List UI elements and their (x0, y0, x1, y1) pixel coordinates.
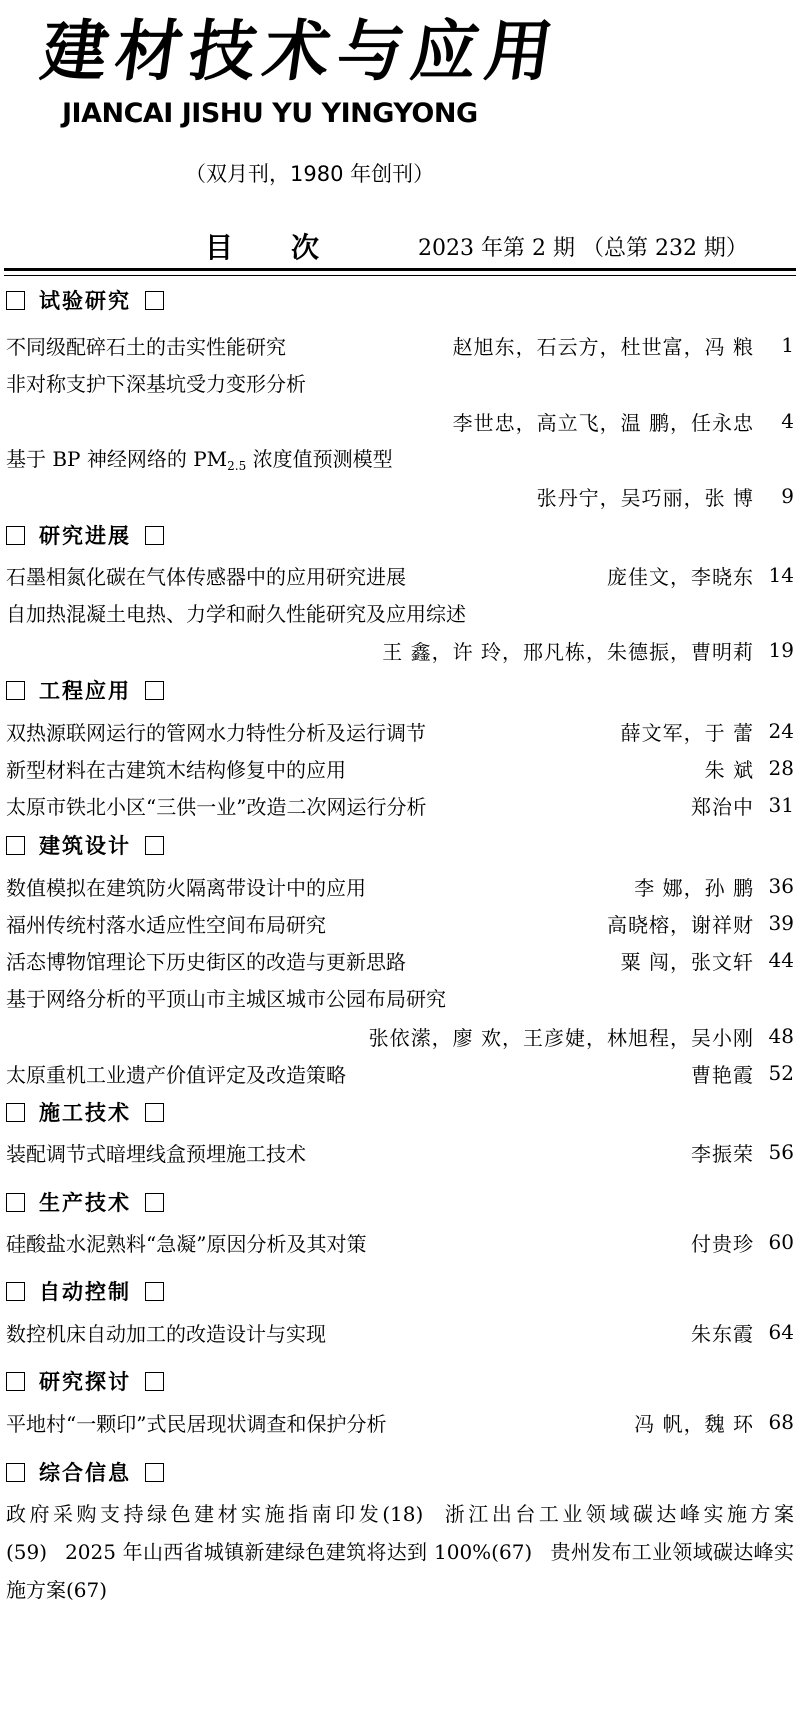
article-page: 48 (768, 1024, 794, 1048)
article-title: 石墨相氮化碳在气体传感器中的应用研究进展 (6, 564, 406, 589)
section-label: 试验研究 (39, 289, 131, 313)
section-box-icon (145, 681, 164, 700)
leader-dots (474, 594, 786, 630)
journal-title-en: JIANCAI JISHU YU YINGYONG (62, 98, 478, 129)
article-authors: 李世忠，高立飞，温 鹏，任永忠 (452, 410, 754, 435)
toc-entry[interactable] (6, 594, 794, 630)
section-box-icon (6, 1282, 25, 1301)
section-box-icon (145, 1193, 164, 1212)
section-label: 工程应用 (39, 679, 131, 703)
news-item[interactable]: 2025 年山西省城镇新建绿色建筑将达到 100%(67) (65, 1540, 533, 1564)
article-title: 数控机床自动加工的改造设计与实现 (6, 1321, 326, 1346)
news-item[interactable]: 浙江出台工业领域碳达峰实施方案(59) (6, 1502, 794, 1564)
article-authors: 赵旭东，石云方，杜世富，冯 粮 (452, 334, 754, 359)
journal-logo-cn: 建材技术与应用 (36, 12, 566, 90)
section-header (6, 283, 164, 317)
section-box-icon (145, 526, 164, 545)
section-box-icon (6, 1463, 25, 1482)
leader-dots (50, 403, 445, 439)
toc-entry[interactable] (6, 942, 794, 978)
section-box-icon (145, 836, 164, 855)
article-authors: 朱 斌 (704, 757, 754, 782)
article-title: 基于 BP 神经网络的 $PM_{2.5}$ 浓度值预测模型 (6, 447, 393, 473)
leader-dots (294, 327, 445, 363)
article-page: 64 (768, 1320, 794, 1344)
section-label: 施工技术 (39, 1101, 131, 1125)
section-box-icon (145, 1282, 164, 1301)
section-header (6, 1364, 164, 1398)
article-page: 68 (768, 1410, 794, 1434)
toc-entry[interactable] (6, 1224, 794, 1260)
leader-dots (401, 440, 786, 476)
section-box-icon (145, 1103, 164, 1122)
article-authors: 李 娜，孙 鹏 (634, 875, 754, 900)
section-box-icon (145, 1463, 164, 1482)
section-header (6, 1095, 164, 1129)
article-authors: 付贵珍 (691, 1231, 754, 1256)
article-title: 新型材料在古建筑木结构修复中的应用 (6, 757, 346, 782)
section-box-icon (6, 1103, 25, 1122)
leader-dots (414, 942, 613, 978)
article-page: 1 (781, 333, 794, 357)
leader-dots (50, 632, 374, 668)
article-authors: 李振荣 (691, 1141, 754, 1166)
section-header (6, 518, 164, 552)
leader-dots (314, 1134, 683, 1170)
article-title: 硅酸盐水泥熟料“急凝”原因分析及其对策 (6, 1231, 367, 1256)
section-box-icon (6, 1372, 25, 1391)
leader-dots (334, 1314, 683, 1350)
section-box-icon (6, 291, 25, 310)
section-header (6, 673, 164, 707)
article-title: 活态博物馆理论下历史街区的改造与更新思路 (6, 949, 406, 974)
leader-dots (434, 713, 613, 749)
section-label: 自动控制 (39, 1280, 131, 1304)
article-authors: 庞佳文，李晓东 (607, 564, 754, 589)
section-header (6, 828, 164, 862)
article-page: 14 (768, 563, 794, 587)
article-authors: 薛文军，于 蕾 (620, 720, 754, 745)
toc-entry[interactable] (6, 905, 794, 941)
leader-dots (50, 1018, 361, 1054)
section-header (6, 1455, 164, 1489)
toc-entry[interactable] (6, 713, 794, 749)
article-title: 太原重机工业遗产价值评定及改造策略 (6, 1062, 346, 1087)
toc-entry[interactable] (6, 1134, 794, 1170)
section-label: 综合信息 (39, 1461, 131, 1485)
article-authors: 王 鑫，许 玲，邢凡栋，朱德振，曹明莉 (382, 639, 754, 664)
toc-entry-continued (50, 1018, 794, 1054)
toc-entry[interactable] (6, 1314, 794, 1350)
news-items (6, 1495, 794, 1609)
section-label: 生产技术 (39, 1191, 131, 1215)
toc-entry[interactable] (6, 557, 794, 593)
leader-dots (374, 868, 626, 904)
leader-dots (50, 478, 529, 514)
news-item[interactable]: 贵州发布工业领域碳达峰实施方案(67) (6, 1540, 794, 1602)
article-authors: 高晓榕，谢祥财 (607, 912, 754, 937)
toc-heading: 目次 (205, 231, 378, 264)
article-page: 31 (768, 793, 794, 817)
article-title: 太原市铁北小区“三供一业”改造二次网运行分析 (6, 794, 427, 819)
article-page: 60 (768, 1230, 794, 1254)
article-authors: 冯 帆，魏 环 (634, 1411, 754, 1436)
toc-entry[interactable] (6, 1404, 794, 1440)
leader-dots (454, 979, 786, 1015)
leader-dots (334, 905, 599, 941)
section-box-icon (6, 836, 25, 855)
toc-entry[interactable] (6, 750, 794, 786)
toc-entry[interactable] (6, 440, 794, 476)
article-authors: 曹艳霞 (691, 1062, 754, 1087)
article-authors: 郑治中 (691, 794, 754, 819)
issue-number: 2023 年第 2 期 （总第 232 期） (418, 236, 748, 261)
article-title: 福州传统村落水适应性空间布局研究 (6, 912, 326, 937)
article-page: 52 (768, 1061, 794, 1085)
article-page: 28 (768, 756, 794, 780)
article-page: 44 (768, 948, 794, 972)
article-authors: 粟 闯，张文轩 (620, 949, 754, 974)
toc-entry-continued (50, 403, 794, 439)
article-authors: 张丹宁，吴巧丽，张 博 (536, 485, 754, 510)
article-page: 19 (768, 638, 794, 662)
toc-entry[interactable] (6, 327, 794, 363)
journal-frequency: （双月刊，1980 年创刊） (185, 162, 435, 186)
article-title: 双热源联网运行的管网水力特性分析及运行调节 (6, 720, 426, 745)
section-label: 研究进展 (39, 524, 131, 548)
toc-entry[interactable] (6, 364, 794, 400)
article-authors: 张依潆，廖 欢，王彦婕，林旭程，吴小刚 (368, 1025, 754, 1050)
toc-entry-continued (50, 632, 794, 668)
toc-entry-continued (50, 478, 794, 514)
article-page: 9 (781, 484, 794, 508)
leader-dots (374, 1224, 683, 1260)
section-header (6, 1185, 164, 1219)
section-label: 建筑设计 (39, 834, 131, 858)
section-box-icon (6, 1193, 25, 1212)
section-label: 研究探讨 (39, 1370, 131, 1394)
leader-dots (414, 557, 599, 593)
article-page: 24 (768, 719, 794, 743)
leader-dots (314, 364, 786, 400)
toc-entry[interactable] (6, 979, 794, 1015)
leader-dots (354, 1055, 683, 1091)
section-header (6, 1274, 164, 1308)
toc-entry[interactable] (6, 1055, 794, 1091)
section-box-icon (6, 526, 25, 545)
article-title: 基于网络分析的平顶山市主城区城市公园布局研究 (6, 986, 446, 1011)
section-box-icon (145, 1372, 164, 1391)
leader-dots (394, 1404, 626, 1440)
article-title: 不同级配碎石土的击实性能研究 (6, 334, 286, 359)
leader-dots (434, 787, 683, 823)
article-authors: 朱东霞 (691, 1321, 754, 1346)
article-title: 非对称支护下深基坑受力变形分析 (6, 371, 306, 396)
article-title: 装配调节式暗埋线盒预埋施工技术 (6, 1141, 306, 1166)
section-box-icon (145, 291, 164, 310)
article-page: 56 (768, 1140, 794, 1164)
article-page: 36 (768, 874, 794, 898)
toc-entry[interactable] (6, 868, 794, 904)
article-title: 自加热混凝土电热、力学和耐久性能研究及应用综述 (6, 601, 466, 626)
article-title: 平地村“一颗印”式民居现状调查和保护分析 (6, 1411, 387, 1436)
news-item[interactable]: 政府采购支持绿色建材实施指南印发(18) (6, 1502, 424, 1526)
article-page: 4 (781, 409, 794, 433)
article-title: 数值模拟在建筑防火隔离带设计中的应用 (6, 875, 366, 900)
article-page: 39 (768, 911, 794, 935)
toc-entry[interactable] (6, 787, 794, 823)
leader-dots (354, 750, 697, 786)
section-box-icon (6, 681, 25, 700)
